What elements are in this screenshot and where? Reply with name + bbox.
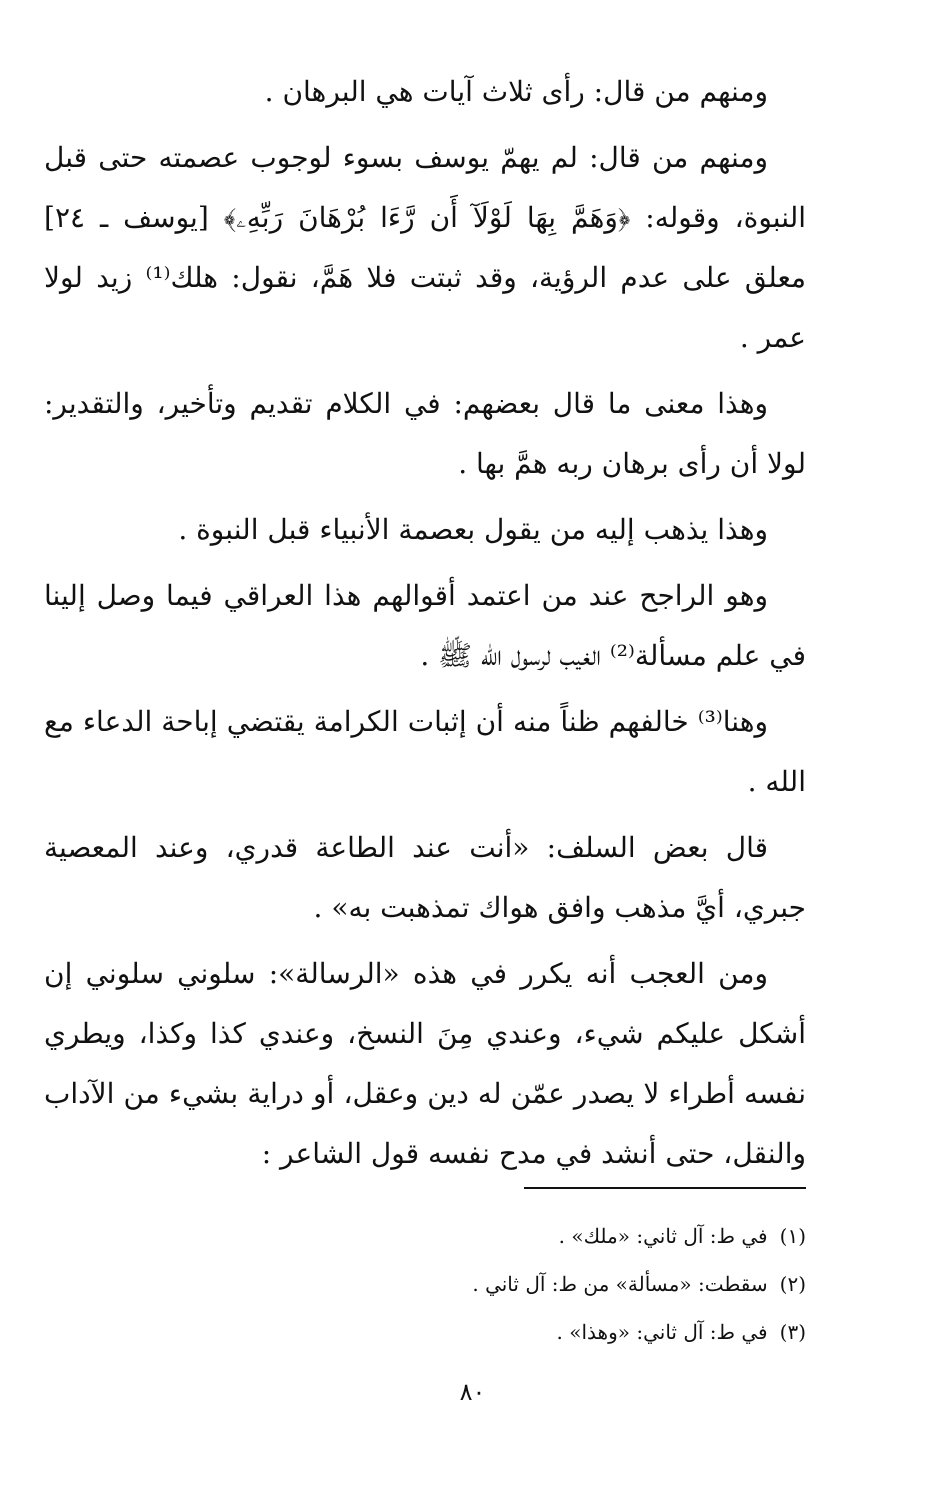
paragraph-8: ومن العجب أنه يكرر في هذه «الرسالة»: سلوني سلوني إن أشكل عليكم شيء، وعندي مِنَ النسخ، وعندي كذا وكذا، ويطري نفسه أطراء لا يصدر عمّن له دين وعقل، أو دراية بشيء من الآداب والنقل، حتى أنشد في مدح نفسه قول الشاعر :	[44, 957, 806, 1170]
footnote-2	[146, 1260, 806, 1308]
paragraph-5: وهو الراجح عند من اعتمد أقوالهم هذا العراقي فيما وصل إلينا في علم مسألة⁽²⁾ الغيب لرسول الله ﷺ .	[44, 579, 806, 672]
footnote-number: (١)	[779, 1224, 806, 1248]
footnote-divider	[524, 1187, 806, 1189]
main-text	[44, 62, 806, 1184]
footnote-1	[146, 1212, 806, 1260]
paragraph-3: وهذا معنى ما قال بعضهم: في الكلام تقديم وتأخير، والتقدير: لولا أن رأى برهان ربه همَّ بها .	[44, 387, 806, 480]
footnote-text: في ط: آل ثاني: «وهذا» .	[556, 1320, 768, 1344]
footnote-number: (٢)	[779, 1272, 806, 1296]
page-number: ٨٠	[459, 1378, 486, 1406]
paragraph-1: ومنهم من قال: رأى ثلاث آيات هي البرهان .	[264, 75, 768, 108]
paragraph-4: وهذا يذهب إليه من يقول بعصمة الأنبياء قبل النبوة .	[178, 513, 768, 546]
footnote-text: سقطت: «مسألة» من ط: آل ثاني .	[472, 1272, 768, 1296]
paragraph-2: ومنهم من قال: لم يهمّ يوسف بسوء لوجوب عصمته حتى قبل النبوة، وقوله: ﴿وَهَمَّ بِهَا لَوْلَآ أَن رَّءَا بُرْهَانَ رَبِّهِۦ﴾ [يوسف ـ ٢٤] معلق على عدم الرؤية، وقد ثبتت فلا هَمَّ، نقول: هلك⁽¹⁾ زيد لولا عمر .	[44, 141, 807, 354]
paragraph-6: وهنا⁽³⁾ خالفهم ظناً منه أن إثبات الكرامة يقتضي إباحة الدعاء مع الله .	[44, 705, 806, 798]
footnotes	[146, 1212, 806, 1356]
footnote-number: (٣)	[779, 1320, 806, 1344]
paragraph-7: قال بعض السلف: «أنت عند الطاعة قدري، وعند المعصية جبري، أيَّ مذهب وافق هواك تمذهبت به» .	[44, 831, 806, 924]
footnote-3	[146, 1308, 806, 1356]
footnote-text: في ط: آل ثاني: «ملك» .	[558, 1224, 768, 1248]
